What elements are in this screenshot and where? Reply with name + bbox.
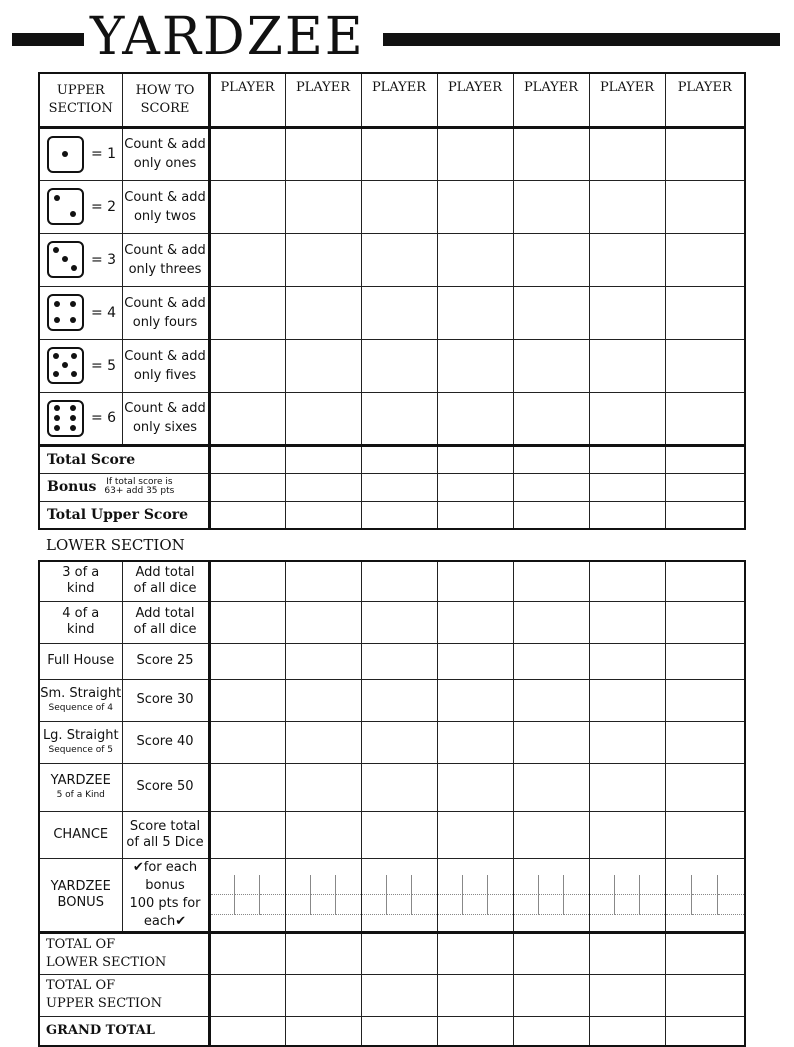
full-house-row [39,643,745,679]
score-cell[interactable] [665,721,745,763]
score-cell[interactable] [437,127,513,180]
player-header: PLAYER [361,73,437,127]
score-cell[interactable] [361,445,437,473]
score-cell[interactable] [285,180,361,233]
score-cell[interactable] [589,501,665,529]
score-cell[interactable] [665,974,745,1016]
score-cell[interactable] [437,286,513,339]
score-cell[interactable] [285,811,361,858]
yardzee-bonus-row [39,858,745,932]
score-cell[interactable] [665,932,745,974]
score-cell[interactable] [285,1016,361,1046]
score-cell[interactable] [285,339,361,392]
score-cell[interactable] [589,1016,665,1046]
equals-label: = 6 [91,410,117,426]
total-score-label: Total Score [39,445,209,473]
total-upper-row [39,974,745,1016]
score-cell[interactable] [285,445,361,473]
die-three-icon [47,241,84,278]
score-cell[interactable] [209,392,285,445]
score-cell[interactable] [209,445,285,473]
category-label: 3 of a kind [39,561,122,601]
score-cell[interactable] [437,811,513,858]
score-cell[interactable] [437,721,513,763]
score-cell[interactable] [285,601,361,643]
score-cell[interactable] [285,974,361,1016]
how-to-score-text: Score total of all 5 Dice [122,811,209,858]
score-cell[interactable] [589,286,665,339]
grand-total-row [39,1016,745,1046]
total-upper-score-label: Total Upper Score [39,501,209,529]
score-cell[interactable] [513,286,589,339]
lower-section-label: LOWER SECTION [46,536,185,554]
score-cell[interactable] [665,561,745,601]
score-cell[interactable] [665,445,745,473]
score-cell[interactable] [209,233,285,286]
how-to-score-text: Score 25 [122,643,209,679]
score-cell[interactable] [665,127,745,180]
score-cell[interactable] [513,721,589,763]
score-cell[interactable] [589,601,665,643]
category-label: 4 of a kind [39,601,122,643]
category-label: YARDZEE BONUS [39,858,122,932]
score-cell[interactable] [665,473,745,501]
score-cell[interactable] [437,643,513,679]
total-upper-label: TOTAL OF UPPER SECTION [39,974,209,1016]
score-cell[interactable] [437,932,513,974]
how-to-score-text: Count & add only fives [122,339,209,392]
equals-label: = 3 [91,251,117,268]
score-cell[interactable] [513,445,589,473]
score-cell[interactable] [589,339,665,392]
score-cell[interactable] [361,501,437,529]
score-cell[interactable] [437,501,513,529]
player-header: PLAYER [437,73,513,127]
score-cell[interactable] [361,643,437,679]
score-cell[interactable] [361,286,437,339]
how-to-score-text: Count & add only sixes [122,392,209,445]
upper-section-table [38,72,746,530]
score-cell[interactable] [285,286,361,339]
score-cell[interactable] [665,643,745,679]
player-header: PLAYER [589,73,665,127]
score-cell[interactable] [361,974,437,1016]
total-score-row [39,445,745,473]
score-cell[interactable] [209,501,285,529]
score-cell[interactable] [513,561,589,601]
total-lower-row [39,932,745,974]
category-label: Full House [39,643,122,679]
bonus-check-cell[interactable] [361,858,437,932]
score-cell[interactable] [589,974,665,1016]
score-cell[interactable] [665,1016,745,1046]
player-header: PLAYER [285,73,361,127]
score-cell[interactable] [589,811,665,858]
score-cell[interactable] [665,392,745,445]
score-cell[interactable] [361,339,437,392]
title-banner [12,6,780,68]
score-cell[interactable] [513,974,589,1016]
title-bar-left [12,33,84,46]
score-cell[interactable] [209,763,285,811]
score-cell[interactable] [437,679,513,721]
score-cell[interactable] [589,473,665,501]
score-cell[interactable] [437,601,513,643]
score-cell[interactable] [209,811,285,858]
score-cell[interactable] [513,1016,589,1046]
score-cell[interactable] [665,233,745,286]
twos-row [39,180,745,233]
score-cell[interactable] [513,127,589,180]
equals-label: = 1 [91,146,117,162]
score-cell[interactable] [361,233,437,286]
score-cell[interactable] [209,339,285,392]
bonus-check-cell[interactable] [437,858,513,932]
score-cell[interactable] [285,561,361,601]
score-cell[interactable] [285,763,361,811]
score-cell[interactable] [209,721,285,763]
score-cell[interactable] [209,601,285,643]
score-cell[interactable] [285,679,361,721]
score-cell[interactable] [665,679,745,721]
score-cell[interactable] [285,127,361,180]
ones-row [39,127,745,180]
how-to-score-text: Count & add only threes [122,233,209,286]
score-cell[interactable] [589,392,665,445]
category-label: YARDZEE 5 of a Kind [39,763,122,811]
score-cell[interactable] [665,811,745,858]
score-cell[interactable] [437,233,513,286]
category-label: Sm. Straight Sequence of 4 [39,679,122,721]
score-cell[interactable] [437,1016,513,1046]
score-cell[interactable] [665,339,745,392]
bonus-check-cell[interactable] [665,858,745,932]
die-two-icon [47,188,84,225]
equals-label: = 5 [91,357,117,374]
category-label: CHANCE [39,811,122,858]
upper-section-header: UPPER SECTION [39,73,122,127]
score-cell[interactable] [285,501,361,529]
category-label: Lg. Straight Sequence of 5 [39,721,122,763]
score-cell[interactable] [209,561,285,601]
score-cell[interactable] [285,643,361,679]
score-cell[interactable] [513,180,589,233]
score-cell[interactable] [209,679,285,721]
score-cell[interactable] [665,601,745,643]
bonus-check-cell[interactable] [589,858,665,932]
score-cell[interactable] [285,473,361,501]
score-cell[interactable] [589,180,665,233]
score-cell[interactable] [361,127,437,180]
score-cell[interactable] [437,561,513,601]
score-cell[interactable] [665,763,745,811]
score-cell[interactable] [361,392,437,445]
equals-label: = 2 [91,198,117,215]
score-cell[interactable] [589,445,665,473]
how-to-score-text: Score 50 [122,763,209,811]
score-cell[interactable] [513,932,589,974]
score-cell[interactable] [361,561,437,601]
score-cell[interactable] [589,763,665,811]
bonus-check-cell[interactable] [285,858,361,932]
how-to-score-text: Add total of all dice [122,601,209,643]
score-cell[interactable] [209,1016,285,1046]
score-cell[interactable] [361,1016,437,1046]
how-to-score-text: Score 40 [122,721,209,763]
score-cell[interactable] [513,811,589,858]
score-cell[interactable] [513,679,589,721]
score-cell[interactable] [513,473,589,501]
bonus-label: Bonus [47,479,97,495]
how-to-score-text: Count & add only twos [122,180,209,233]
total-upper-score-row [39,501,745,529]
small-straight-row [39,679,745,721]
threes-row [39,233,745,286]
score-cell[interactable] [513,339,589,392]
die-four-icon [47,294,84,331]
lower-section-table [38,560,746,1047]
score-cell[interactable] [589,721,665,763]
bonus-row [39,473,745,501]
score-cell[interactable] [209,127,285,180]
how-to-score-text: Add total of all dice [122,561,209,601]
page-title: YARDZEE [90,7,365,67]
how-to-score-text: Score 30 [122,679,209,721]
grand-total-label: GRAND TOTAL [39,1016,209,1046]
four-of-a-kind-row [39,601,745,643]
score-cell[interactable] [513,763,589,811]
score-cell[interactable] [665,180,745,233]
score-cell[interactable] [361,473,437,501]
large-straight-row [39,721,745,763]
score-cell[interactable] [285,932,361,974]
score-cell[interactable] [361,811,437,858]
score-cell[interactable] [285,392,361,445]
total-lower-label: TOTAL OF LOWER SECTION [39,932,209,974]
score-cell[interactable] [361,601,437,643]
score-cell[interactable] [589,233,665,286]
score-cell[interactable] [209,286,285,339]
score-cell[interactable] [665,501,745,529]
fours-row [39,286,745,339]
score-cell[interactable] [437,763,513,811]
score-cell[interactable] [361,763,437,811]
score-cell[interactable] [285,233,361,286]
title-bar-right [383,33,780,46]
bonus-check-cell[interactable] [513,858,589,932]
how-to-score-text: ✔for each bonus 100 pts for each✔ [122,858,209,932]
score-cell[interactable] [513,643,589,679]
score-cell[interactable] [589,127,665,180]
score-cell[interactable] [437,339,513,392]
sixes-row [39,392,745,445]
score-cell[interactable] [361,679,437,721]
how-to-score-header: HOW TO SCORE [122,73,209,127]
fives-row [39,339,745,392]
score-cell[interactable] [589,679,665,721]
how-to-score-text: Count & add only ones [122,127,209,180]
score-cell[interactable] [513,233,589,286]
score-cell[interactable] [513,392,589,445]
score-cell[interactable] [209,643,285,679]
score-cell[interactable] [589,643,665,679]
score-cell[interactable] [437,180,513,233]
player-header: PLAYER [513,73,589,127]
chance-row [39,811,745,858]
how-to-score-text: Count & add only fours [122,286,209,339]
yardzee-row [39,763,745,811]
equals-label: = 4 [91,304,117,321]
score-cell[interactable] [285,721,361,763]
score-cell[interactable] [437,974,513,1016]
score-cell[interactable] [361,932,437,974]
score-cell[interactable] [589,932,665,974]
score-cell[interactable] [437,392,513,445]
score-cell[interactable] [665,286,745,339]
player-header: PLAYER [665,73,745,127]
player-header: PLAYER [209,73,285,127]
three-of-a-kind-row [39,561,745,601]
score-cell[interactable] [209,974,285,1016]
score-cell[interactable] [209,932,285,974]
score-cell[interactable] [361,180,437,233]
score-cell[interactable] [437,473,513,501]
score-cell[interactable] [361,721,437,763]
bonus-check-cell[interactable] [209,858,285,932]
die-six-icon [47,400,84,437]
score-cell[interactable] [589,561,665,601]
score-cell[interactable] [437,445,513,473]
score-cell[interactable] [209,473,285,501]
die-one-icon [47,136,84,173]
score-cell[interactable] [209,180,285,233]
score-cell[interactable] [513,501,589,529]
bonus-note: If total score is 63+ add 35 pts [104,477,175,496]
score-cell[interactable] [513,601,589,643]
die-five-icon [47,347,84,384]
